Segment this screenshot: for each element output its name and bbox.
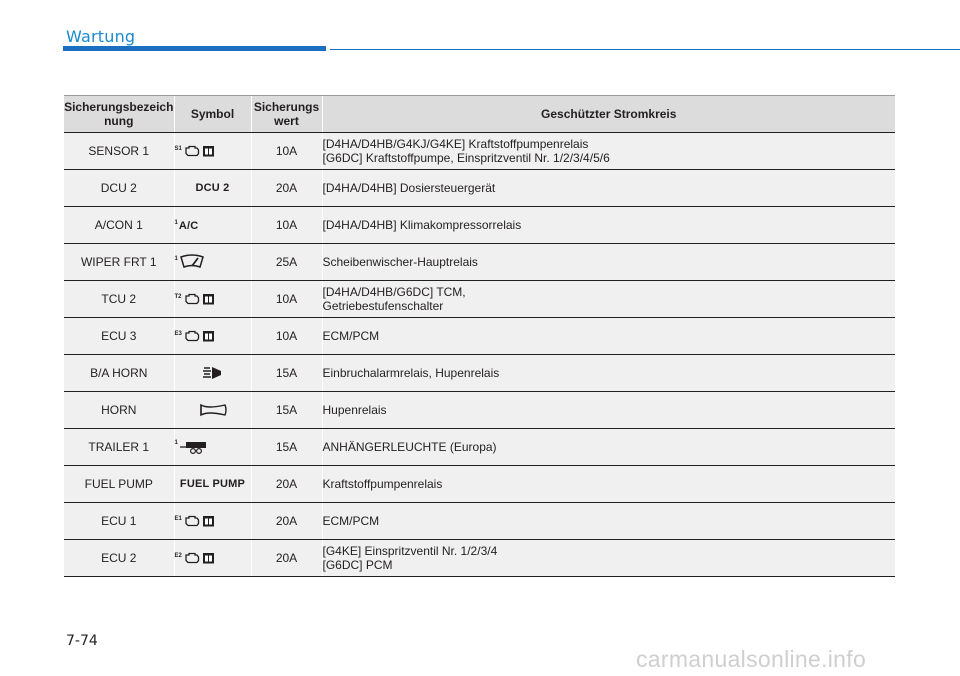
trailer-icon [179,439,209,453]
circuit-line: ECM/PCM [322,329,380,343]
table-row-tcu-2 [64,281,895,318]
symbol-superscript: 1 [174,256,178,262]
header-symbol: Symbol [174,96,251,133]
table-header-row [64,96,895,133]
fuse-symbol [174,503,251,540]
circuit-line: [G6DC] Kraftstoffpumpe, Einspritzventil Nr. 1/2/3/4/5/6 [322,151,610,165]
fuse-rating: 10A [251,318,322,355]
protected-circuit [322,170,895,207]
protected-circuit [322,207,895,244]
header-rule-thin [330,49,960,50]
engine-book-icon [183,292,217,306]
table-row-ecu-3 [64,318,895,355]
symbol-superscript: E2 [174,552,182,559]
fuse-name: SENSOR 1 [64,133,174,170]
fuse-name: ECU 1 [64,503,174,540]
protected-circuit [322,281,895,318]
protected-circuit [322,318,895,355]
table-row-a-con-1 [64,207,895,244]
table-row-ecu-1 [64,503,895,540]
header-fuse-name: Sicherungsbezeichnung [64,96,174,133]
fuse-symbol [174,244,251,281]
symbol-label: FUEL PUMP [179,478,246,490]
fuse-rating: 10A [251,207,322,244]
circuit-line: [D4HA/D4HB] Klimakompressorrelais [322,218,522,232]
fuse-symbol [174,355,251,392]
symbol-superscript: 1 [174,440,178,446]
fuse-name: B/A HORN [64,355,174,392]
circuit-line: Scheibenwischer-Hauptrelais [322,255,478,269]
fuse-name: A/CON 1 [64,207,174,244]
fuse-symbol [174,392,251,429]
fuse-table-body [64,133,895,577]
protected-circuit [322,355,895,392]
fuse-name: DCU 2 [64,170,174,207]
symbol-label: DCU 2 [195,182,230,194]
protected-circuit [322,466,895,503]
protected-circuit [322,503,895,540]
fuse-table [64,95,895,577]
fuse-symbol [174,318,251,355]
table-row-ecu-2 [64,540,895,577]
protected-circuit [322,429,895,466]
circuit-line: [G6DC] PCM [322,558,393,572]
circuit-line: ECM/PCM [322,514,380,528]
fuse-rating: 20A [251,170,322,207]
engine-book-icon [183,551,217,565]
fuse-symbol [174,540,251,577]
table-row-fuel-pump [64,466,895,503]
circuit-line: Einbruchalarmrelais, Hupenrelais [322,366,500,380]
fuse-rating: 15A [251,429,322,466]
symbol-superscript: E3 [174,330,182,337]
circuit-line: Kraftstoffpumpenrelais [322,477,443,491]
fuse-symbol [174,133,251,170]
protected-circuit [322,392,895,429]
protected-circuit [322,133,895,170]
fuse-rating: 25A [251,244,322,281]
circuit-line: [D4HA/D4HB] Dosiersteuergerät [322,181,496,195]
fuse-name: ECU 3 [64,318,174,355]
table-row-sensor-1 [64,133,895,170]
fuse-name: ECU 2 [64,540,174,577]
fuse-rating: 10A [251,281,322,318]
fuse-rating: 20A [251,466,322,503]
alarm-horn-icon [202,365,224,379]
fuse-rating: 10A [251,133,322,170]
table-row-wiper-frt-1 [64,244,895,281]
symbol-superscript: S1 [174,145,182,152]
circuit-line: ANHÄNGERLEUCHTE (Europa) [322,440,497,454]
fuse-name: TRAILER 1 [64,429,174,466]
watermark: carmanualsonline.info [636,646,867,672]
fuse-rating: 15A [251,355,322,392]
symbol-label: A/C [178,219,199,232]
protected-circuit [322,540,895,577]
fuse-name: WIPER FRT 1 [64,244,174,281]
fuse-rating: 15A [251,392,322,429]
table-row-b-a-horn [64,355,895,392]
fuse-rating: 20A [251,503,322,540]
fuse-name: FUEL PUMP [64,466,174,503]
fuse-name: HORN [64,392,174,429]
engine-book-icon [183,144,217,158]
symbol-superscript: 1 [174,219,178,226]
header-circuit: Geschützter Stromkreis [322,96,895,133]
wiper-icon [179,254,205,268]
fuse-symbol [174,170,251,207]
symbol-superscript: T2 [174,293,182,300]
fuse-symbol [174,466,251,503]
circuit-line: [D4HA/D4HB/G6DC] TCM, [322,285,466,299]
protected-circuit [322,244,895,281]
fuse-name: TCU 2 [64,281,174,318]
engine-book-icon [183,514,217,528]
section-title: Wartung [66,27,136,46]
circuit-line: Hupenrelais [322,403,387,417]
table-row-horn [64,392,895,429]
header-rating: Sicherungswert [251,96,322,133]
circuit-line: [D4HA/D4HB/G4KJ/G4KE] Kraftstoffpumpenrelais [322,137,589,151]
table-row-dcu-2 [64,170,895,207]
fuse-symbol [174,207,251,244]
circuit-line: Getriebestufenschalter [322,299,444,313]
fuse-symbol [174,281,251,318]
fuse-symbol [174,429,251,466]
horn-icon [198,402,228,416]
page-number: 7-74 [66,633,98,649]
fuse-rating: 20A [251,540,322,577]
engine-book-icon [183,329,217,343]
symbol-superscript: E1 [174,515,182,522]
table-row-trailer-1 [64,429,895,466]
circuit-line: [G4KE] Einspritzventil Nr. 1/2/3/4 [322,544,498,558]
header-rule-thick [63,46,326,51]
